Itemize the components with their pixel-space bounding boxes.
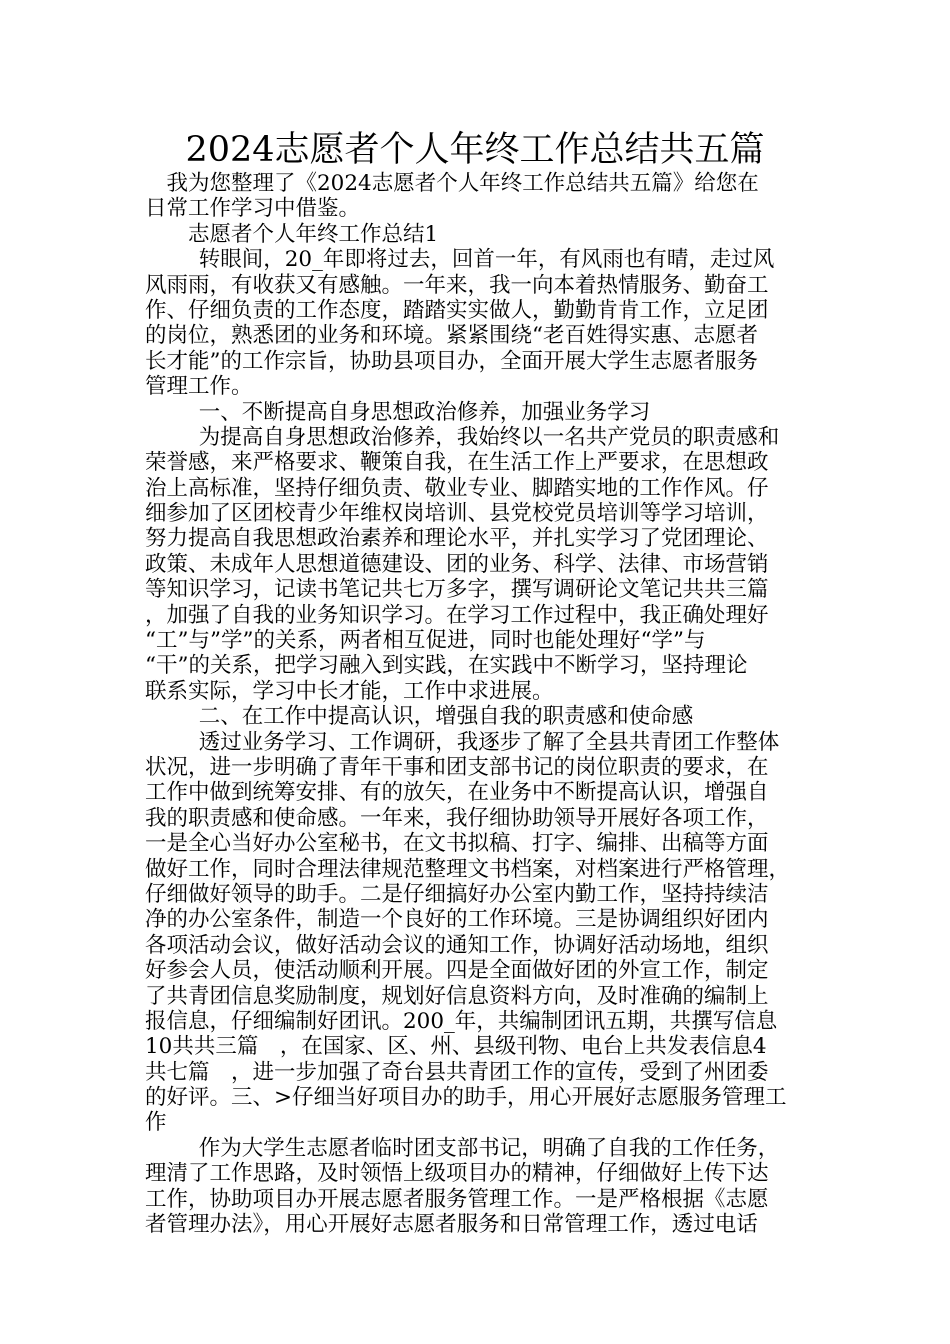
body-line: 治上高标准，坚持仔细负责、敬业专业、脚踏实地的工作作风。仔: [145, 475, 769, 501]
body-line: 10共共三篇 ，在国家、区、州、县级刊物、电台上共发表信息4: [145, 1034, 767, 1060]
body-line: 作为大学生志愿者临时团支部书记，明确了自我的工作任务，: [198, 1135, 780, 1161]
body-line: 净的办公室条件，制造一个良好的工作环境。三是协调组织好团内: [145, 907, 769, 933]
body-line: 转眼间，20_年即将过去，回首一年，有风雨也有晴，走过风: [198, 247, 775, 273]
body-line: 二、在工作中提高认识，增强自我的职责感和使命感: [198, 704, 694, 730]
document-title: 2024志愿者个人年终工作总结共五篇: [185, 130, 765, 170]
body-line: 工作，协助项目办开展志愿者服务管理工作。一是严格根据《志愿: [145, 1186, 769, 1212]
body-line: 努力提高自我思想政治素养和理论水平，并扎实学习了党团理论、: [145, 526, 769, 552]
body-line: 一是全心当好办公室秘书，在文书拟稿、打字、编排、出稿等方面: [145, 831, 769, 857]
body-line: 作: [145, 1110, 167, 1136]
body-line: 做好工作，同时合理法律规范整理文书档案，对档案进行严格管理，: [145, 856, 791, 882]
body-line: 我为您整理了《2024志愿者个人年终工作总结共五篇》给您在: [166, 171, 759, 196]
body-line: 风雨雨，有收获又有感触。一年来，我一向本着热情服务、勤奋工: [145, 272, 769, 298]
body-line: 报信息，仔细编制好团讯。200_年，共编制团讯五期，共撰写信息: [145, 1008, 778, 1034]
body-line: 为提高自身思想政治修养，我始终以一名共产党员的职责感和: [198, 424, 780, 450]
body-line: 仔细做好领导的助手。二是仔细搞好办公室内勤工作，坚持持续洁: [145, 881, 769, 907]
body-line: 理清了工作思路，及时领悟上级项目办的精神，仔细做好上传下达: [145, 1161, 769, 1187]
body-line: 者管理办法》，用心开展好志愿者服务和日常管理工作，透过电话: [145, 1212, 758, 1238]
body-line: 荣誉感，来严格要求、鞭策自我，在生活工作上严要求，在思想政: [145, 450, 769, 476]
body-line: 透过业务学习、工作调研，我逐步了解了全县共青团工作整体: [198, 729, 780, 755]
body-line: 细参加了区团校青少年维权岗培训、县党校党员培训等学习培训，: [145, 501, 769, 527]
body-line: 状况，进一步明确了青年干事和团支部书记的岗位职责的要求，在: [145, 754, 769, 780]
body-line: 我的职责感和使命感。一年来，我仔细协助领导开展好各项工作，: [145, 805, 769, 831]
body-line: 长才能”的工作宗旨，协助县项目办，全面开展大学生志愿者服务: [145, 348, 758, 374]
body-line: 志愿者个人年终工作总结1: [188, 221, 439, 247]
body-line: “干”的关系，把学习融入到实践，在实践中不断学习，坚持理论: [145, 653, 748, 679]
body-line: 的好评。三、>仔细当好项目办的助手，用心开展好志愿服务管理工: [145, 1085, 787, 1111]
document-body: [145, 171, 805, 1237]
body-line: 工作中做到统筹安排、有的放矢，在业务中不断提高认识，增强自: [145, 780, 769, 806]
body-line: 好参会人员，使活动顺利开展。四是全面做好团的外宣工作，制定: [145, 958, 769, 984]
body-line: 一、不断提高自身思想政治修养，加强业务学习: [198, 399, 651, 425]
body-line: 管理工作。: [145, 374, 253, 400]
body-line: 等知识学习，记读书笔记共七万多字，撰写调研论文笔记共共三篇: [145, 577, 769, 603]
body-line: 共七篇 ，进一步加强了奇台县共青团工作的宣传，受到了州团委: [145, 1059, 769, 1085]
body-line: 了共青团信息奖励制度，规划好信息资料方向，及时准确的编制上: [145, 983, 769, 1009]
body-line: 作、仔细负责的工作态度，踏踏实实做人，勤勤肯肯工作，立足团: [145, 297, 769, 323]
body-line: “工”与”学”的关系，两者相互促进，同时也能处理好“学”与: [145, 628, 706, 654]
body-line: 政策、未成年人思想道德建设、团的业务、科学、法律、市场营销: [145, 551, 769, 577]
body-line: 各项活动会议，做好活动会议的通知工作，协调好活动场地，组织: [145, 932, 769, 958]
body-line: 联系实际，学习中长才能，工作中求进展。: [145, 678, 554, 704]
body-line: ，加强了自我的业务知识学习。在学习工作过程中，我正确处理好: [145, 602, 769, 628]
body-line: 的岗位，熟悉团的业务和环境。紧紧围绕“老百姓得实惠、志愿者: [145, 323, 758, 349]
body-line: 日常工作学习中借鉴。: [145, 196, 361, 222]
